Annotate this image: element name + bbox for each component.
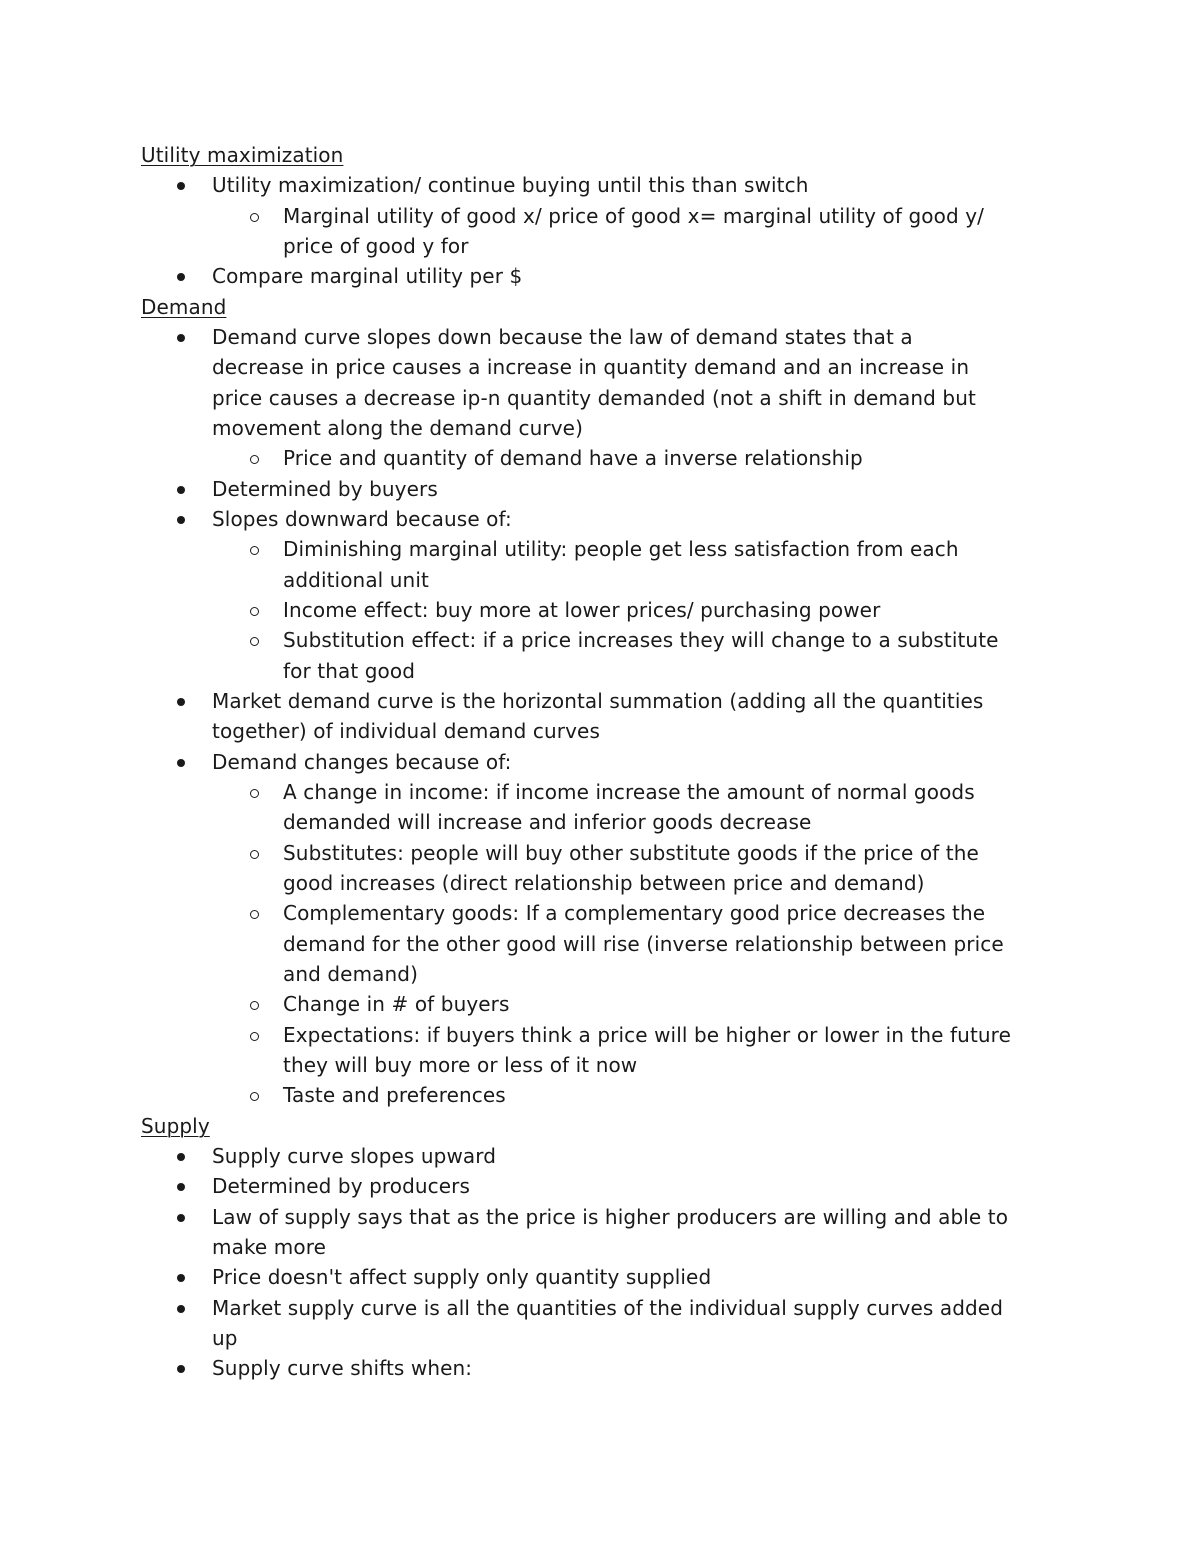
list-item-text: Supply curve slopes upward — [212, 1143, 497, 1168]
bullet-icon — [177, 1305, 185, 1313]
hollow-bullet-icon — [250, 637, 259, 646]
sub-list-item-text: they will buy more or less of it now — [283, 1052, 638, 1077]
sub-list-item-text: Marginal utility of good x/ price of good x= marginal utility of good y/ — [283, 203, 984, 228]
hollow-bullet-icon — [250, 1001, 259, 1010]
sub-list-item-text: Income effect: buy more at lower prices/ purchasing power — [283, 598, 881, 622]
list-item-text: Slopes downward because of: — [212, 507, 512, 531]
sub-list-item-text: Change in # of buyers — [283, 992, 510, 1017]
sub-list-item-text: additional unit — [283, 567, 429, 592]
sub-list-item-text: Expectations: if buyers think a price will be higher or lower in the future — [283, 1022, 1011, 1047]
list-item-text: make more — [212, 1234, 326, 1259]
hollow-bullet-icon — [250, 213, 259, 222]
hollow-bullet-icon — [250, 607, 259, 616]
sub-list-item-text: price of good y for — [283, 234, 469, 258]
list-item-text: Demand changes because of: — [212, 749, 512, 774]
sub-list-item-text: A change in income: if income increase the amount of normal goods — [283, 779, 975, 804]
list-item-text: Law of supply says that as the price is higher producers are willing and able to — [212, 1204, 1009, 1229]
list-item-text: Supply curve shifts when: — [212, 1356, 473, 1381]
list-item-text: together) of individual demand curves — [212, 719, 600, 744]
list-item-text: price causes a decrease ip-n quantity demanded (not a shift in demand but — [212, 385, 976, 410]
list-item-text: decrease in price causes a increase in quantity demand and an increase in — [212, 355, 970, 380]
list-item-text: movement along the demand curve) — [212, 416, 583, 440]
list-item-text: Price doesn't affect supply only quantity supplied — [212, 1265, 712, 1290]
sub-list-item-text: demanded will increase and inferior goods decrease — [283, 810, 812, 835]
hollow-bullet-icon — [250, 455, 259, 464]
bullet-icon — [177, 334, 185, 342]
bullet-icon — [177, 486, 185, 494]
hollow-bullet-icon — [250, 910, 259, 919]
sub-list-item-text: Price and quantity of demand have a inverse relationship — [283, 446, 863, 471]
bullet-icon — [177, 1183, 185, 1191]
bullet-icon — [177, 759, 185, 767]
list-item-text: Compare marginal utility per $ — [212, 264, 523, 289]
hollow-bullet-icon — [250, 1032, 259, 1041]
bullet-icon — [177, 516, 185, 524]
list-item-text: Demand curve slopes down because the law of demand states that a — [212, 325, 913, 349]
hollow-bullet-icon — [250, 546, 259, 555]
sub-list-item-text: Substitution effect: if a price increases they will change to a substitute — [283, 628, 999, 653]
sub-list-item-text: Complementary goods: If a complementary good price decreases the — [283, 901, 986, 926]
bullet-icon — [177, 1214, 185, 1222]
bullet-icon — [177, 273, 185, 281]
list-item-text: Determined by buyers — [212, 476, 438, 501]
list-item-text: up — [212, 1325, 238, 1350]
sub-list-item-text: demand for the other good will rise (inverse relationship between price — [283, 931, 1004, 956]
bullet-icon — [177, 698, 185, 706]
bullet-icon — [177, 1365, 185, 1373]
section-heading: Utility maximization — [141, 143, 344, 167]
bullet-icon — [177, 182, 185, 190]
hollow-bullet-icon — [250, 850, 259, 859]
bullet-icon — [177, 1274, 185, 1282]
sub-list-item-text: for that good — [283, 658, 415, 683]
list-item-text: Utility maximization/ continue buying until this than switch — [212, 173, 809, 198]
bullet-icon — [177, 1153, 185, 1161]
sub-list-item-text: and demand) — [283, 961, 418, 986]
section-heading: Demand — [141, 294, 227, 319]
sub-list-item-text: Diminishing marginal utility: people get less satisfaction from each — [283, 537, 959, 562]
hollow-bullet-icon — [250, 789, 259, 798]
section-heading: Supply — [141, 1113, 210, 1138]
list-item-text: Market demand curve is the horizontal summation (adding all the quantities — [212, 688, 984, 713]
hollow-bullet-icon — [250, 1092, 259, 1101]
sub-list-item-text: Substitutes: people will buy other substitute goods if the price of the — [283, 840, 979, 865]
list-item-text: Determined by producers — [212, 1174, 471, 1199]
list-item-text: Market supply curve is all the quantities of the individual supply curves added — [212, 1295, 1003, 1320]
sub-list-item-text: good increases (direct relationship between price and demand) — [283, 870, 925, 895]
sub-list-item-text: Taste and preferences — [283, 1083, 506, 1108]
